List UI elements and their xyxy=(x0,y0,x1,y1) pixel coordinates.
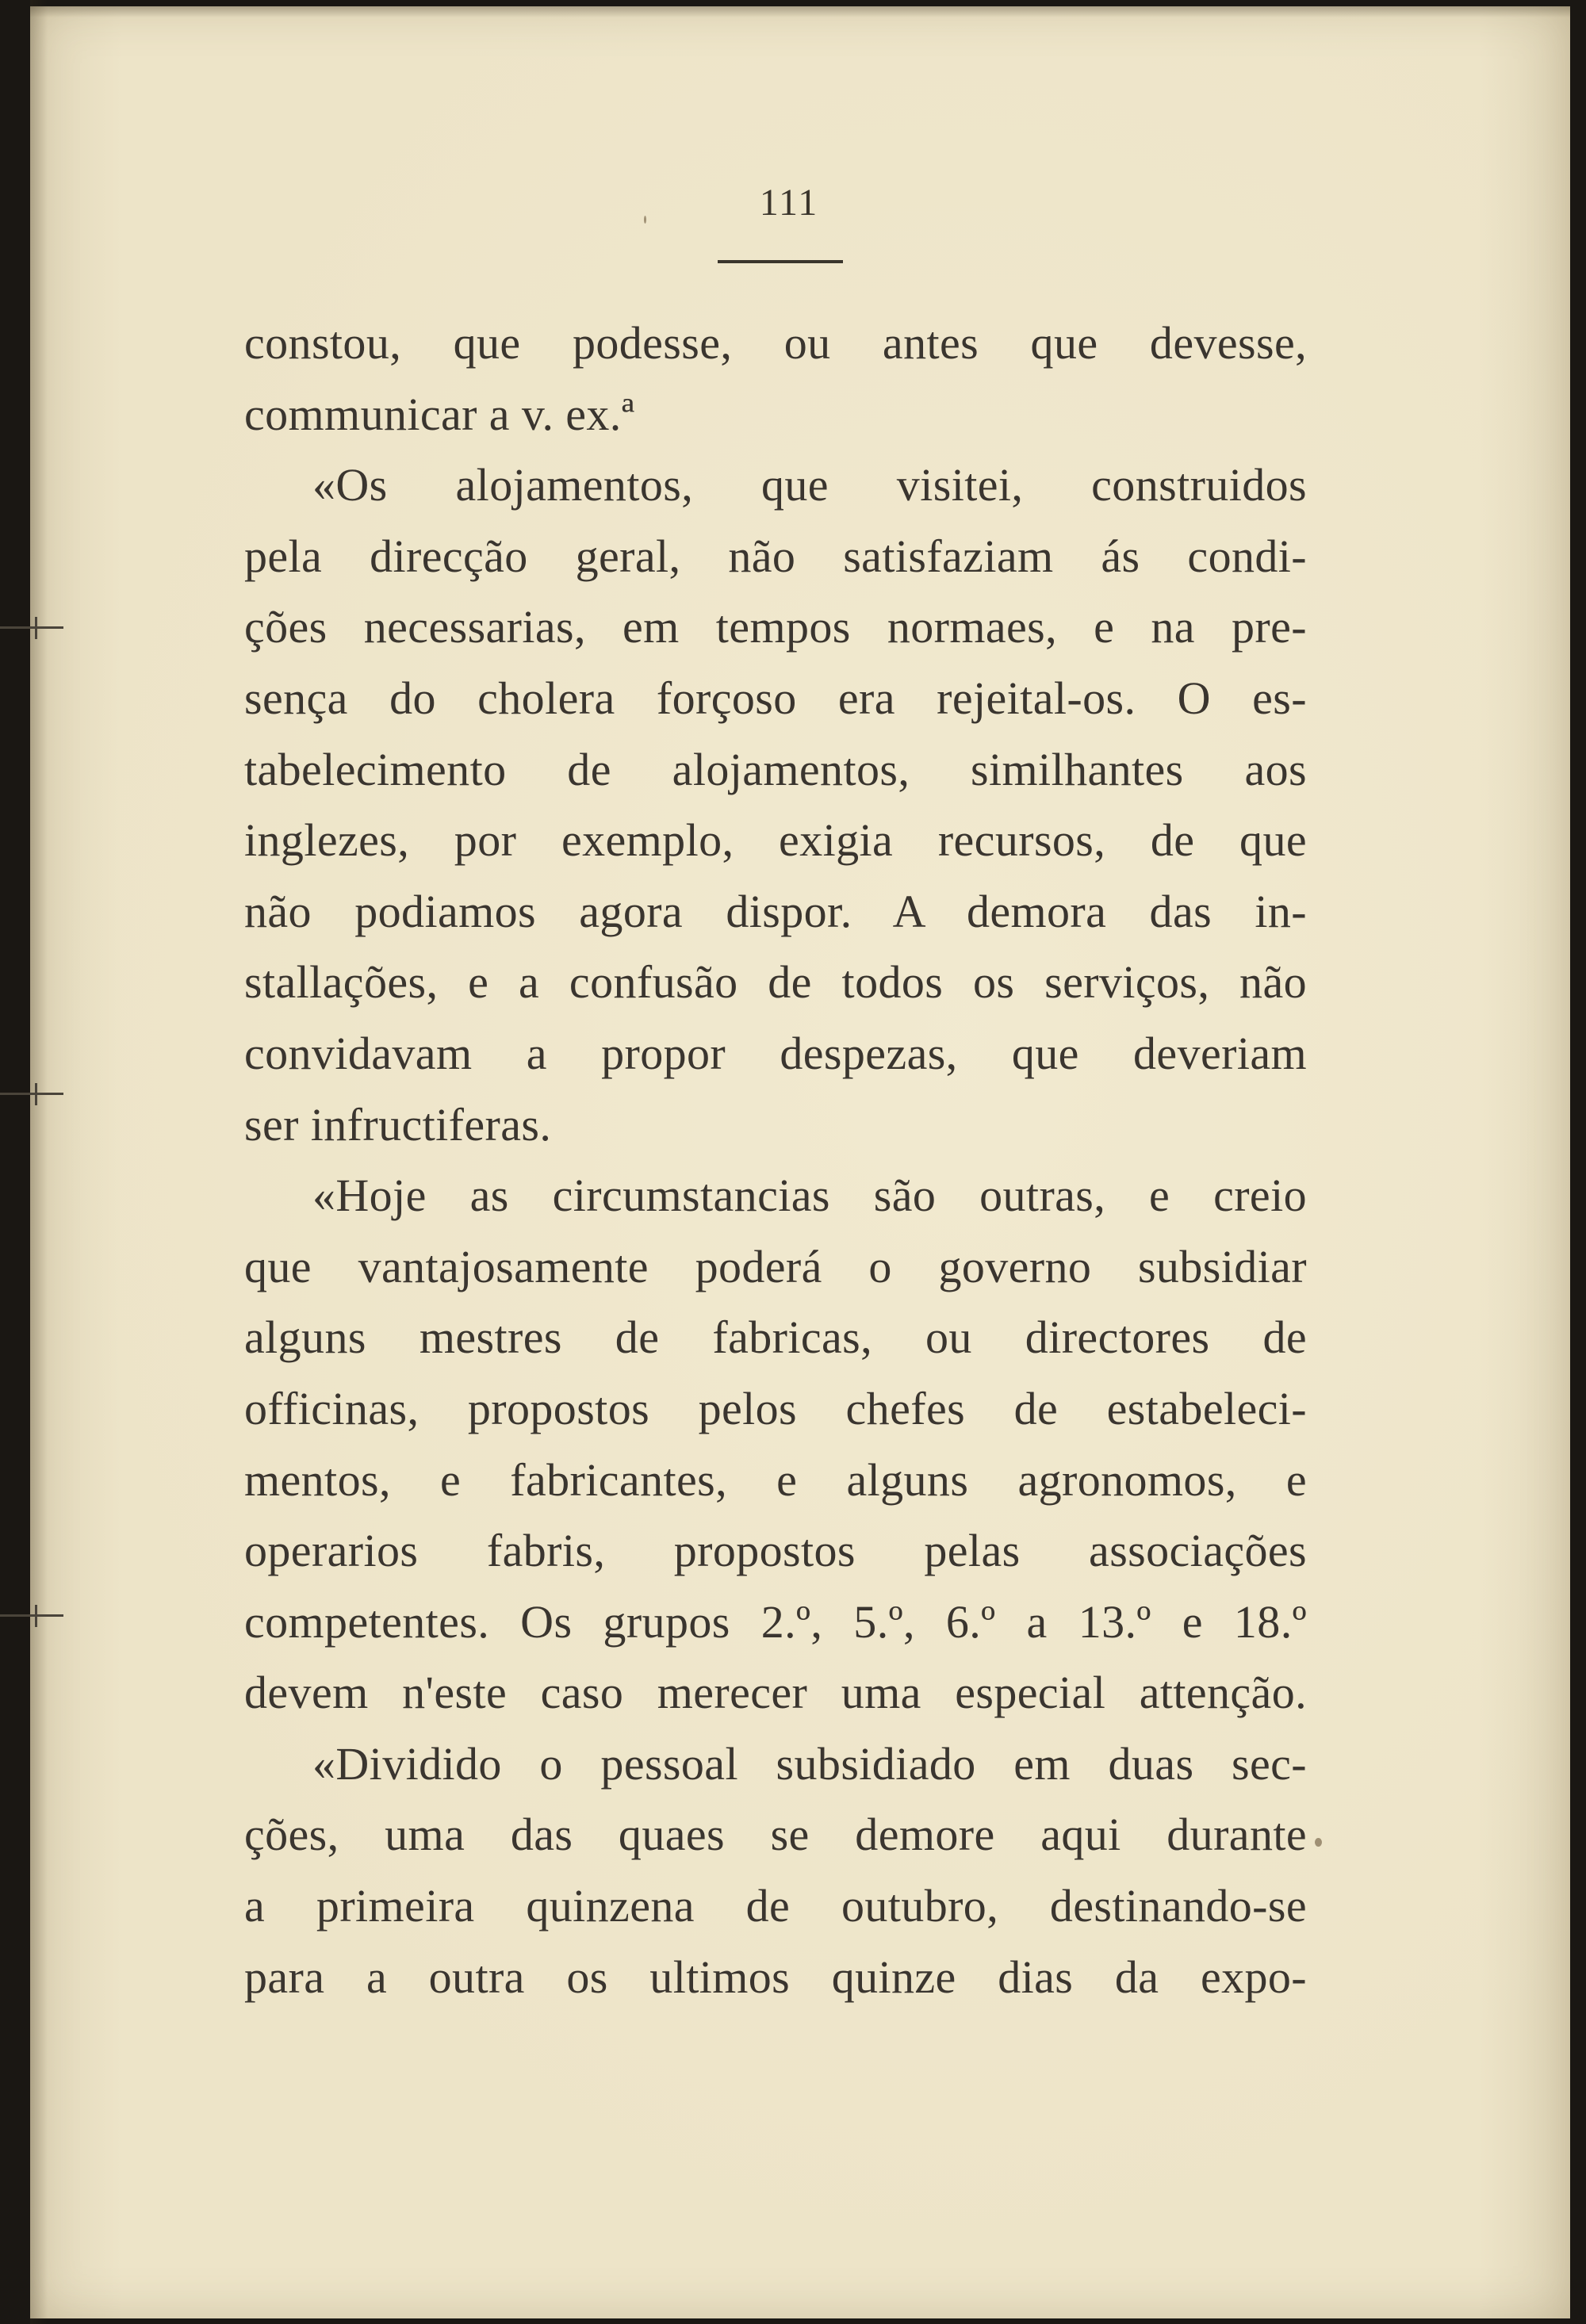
text-line: convidavam a propor despezas, que deveriam xyxy=(244,1027,1307,1079)
text-line: que vantajosamente poderá o governo subsidiar xyxy=(244,1240,1307,1292)
text-line: devem n'este caso merecer uma especial attenção. xyxy=(244,1667,1307,1719)
text-line: communicar a v. ex.ª xyxy=(244,388,635,440)
text-line: «Os alojamentos, que visitei, construidos xyxy=(312,459,1307,511)
text-line: ções, uma das quaes se demore aqui durante xyxy=(244,1809,1307,1861)
text-line: inglezes, por exemplo, exigia recursos, de que xyxy=(244,814,1307,867)
text-line: «Hoje as circumstancias são outras, e creio xyxy=(312,1170,1307,1222)
page-number-rule xyxy=(718,260,843,263)
text-line: stallações, e a confusão de todos os serviços, não xyxy=(244,956,1307,1009)
text-line: ser infructiferas. xyxy=(244,1098,552,1151)
margin-mark xyxy=(0,1614,63,1617)
text-line: sença do cholera forçoso era rejeital-os. O es- xyxy=(244,672,1307,724)
text-line: a primeira quinzena de outubro, destinando-se xyxy=(244,1880,1307,1932)
page-top-edge xyxy=(30,6,1570,17)
text-line: tabelecimento de alojamentos, similhantes aos xyxy=(244,743,1307,795)
text-line: mentos, e fabricantes, e alguns agronomos, e xyxy=(244,1453,1307,1506)
text-line: «Dividido o pessoal subsidiado em duas sec- xyxy=(312,1737,1307,1790)
text-line: officinas, propostos pelos chefes de estabeleci- xyxy=(244,1382,1307,1434)
text-line: competentes. Os grupos 2.º, 5.º, 6.º a 13.º e 18.º xyxy=(244,1595,1307,1648)
body-text xyxy=(244,308,1307,2012)
ink-spot xyxy=(644,216,646,224)
text-line: não podiamos agora dispor. A demora das in- xyxy=(244,885,1307,937)
ink-spot xyxy=(1315,1838,1322,1847)
text-line: alguns mestres de fabricas, ou directores de xyxy=(244,1311,1307,1364)
margin-mark xyxy=(0,1093,63,1095)
text-line: operarios fabris, propostos pelas associações xyxy=(244,1525,1307,1577)
text-line: pela direcção geral, não satisfaziam ás condi- xyxy=(244,530,1307,582)
page-number: 111 xyxy=(759,182,819,224)
margin-mark xyxy=(0,626,63,629)
text-line: ções necessarias, em tempos normaes, e na pre- xyxy=(244,601,1307,653)
binding-edge xyxy=(30,0,48,2324)
text-line: para a outra os ultimos quinze dias da expo- xyxy=(244,1951,1307,2003)
text-line: constou, que podesse, ou antes que devesse, xyxy=(244,317,1307,369)
